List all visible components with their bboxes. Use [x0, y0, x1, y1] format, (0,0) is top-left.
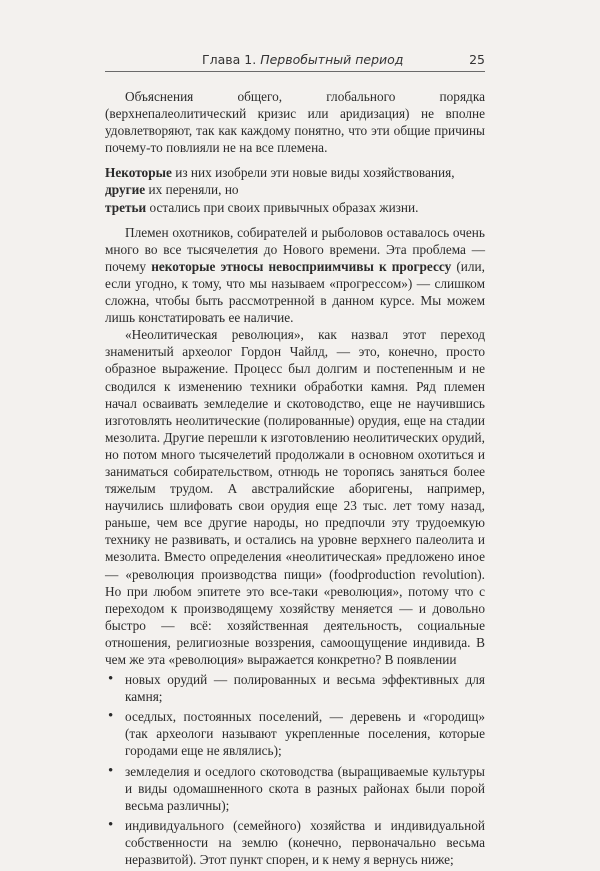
header-rule — [105, 71, 485, 72]
chapter-heading — [202, 52, 403, 67]
bold-some: Некоторые — [105, 165, 172, 181]
list-item: • индивидуального (семейного) хозяйства и индивидуальной собственности на землю (конечно, первоначально весьма неразвитой). Этот пункт спорен, и к нему я вернусь ниже; — [105, 817, 485, 868]
chapter-title: Первобытный период — [260, 52, 404, 67]
list-line-1-text: из них изобрели эти новые виды хозяйствования, — [171, 165, 455, 181]
page-number: 25 — [469, 52, 485, 67]
list-line-1 — [105, 164, 485, 181]
list-item: • оседлых, постоянных поселений, — деревень и «городищ» (так археологи называют укрепленные поселения, которые городами еще не являлись); — [105, 708, 485, 759]
list-line-2 — [105, 181, 485, 198]
list-line-3 — [105, 199, 485, 216]
bold-third: третьи — [105, 199, 147, 215]
bold-others: другие — [105, 182, 146, 198]
bullet-list — [105, 671, 485, 868]
bold-phrase: некоторые этносы невосприимчивы к прогрессу — [151, 258, 452, 274]
list-line-3-text: остались при своих привычных образах жизни. — [146, 199, 419, 215]
chapter-label: Глава 1. — [202, 52, 257, 67]
paragraph-2-text-a: Племен охотников, собирателей и рыболовов оставалось очень много во все тысячелетия до Нового времени. Эта проблема — почему — [105, 224, 485, 274]
list-line-2-text: их переняли, но — [145, 182, 239, 198]
body-text — [105, 88, 485, 871]
list-item: • новых орудий — полированных и весьма эффективных для камня; — [105, 671, 485, 705]
paragraph-2-text-b: (или, если угодно, к тому, что мы называем «прогрессом») — слишком сложна, чтобы быть рассмотренной в данном курсе. Мы можем лишь констатировать ее наличие. — [105, 258, 485, 326]
paragraph-3: «Неолитическая революция», как назвал этот переход знаменитый археолог Гордон Чайлд, — это, конечно, просто образное выражение. Процесс был долгим и постепенным и не сводился к изменению техники обработки камня. Ряд племен начал осваивать земледелие и скотоводство, еще не научившись изготовлять неолитические (полированные) орудия, еще на стадии мезолита. Другие перешли к изготовлению неолитических орудий, но потом много тысячелетий продолжали в основном охотиться и заниматься собирательством, отнюдь не торопясь заняться более тяжелым трудом. А австралийские аборигены, например, научились шлифовать свои орудия еще 23 тыс. лет тому назад, раньше, чем все другие народы, но предпочли эту трудоемкую технику не развивать, и остались на уровне верхнего палеолита и мезолита. Вместо определения «неолитическая» предложено иное — «революция производства пищи» (foodproduction revolution). Но при любом эпитете это все-таки «революция», потому что с переходом к производящему хозяйству меняется — и довольно быстро — всё: хозяйственная деятельность, социальные отношения, религиозные воззрения, самоощущение индивида. В чем же эта «революция» выражается конкретно? В появлении — [105, 327, 485, 667]
paragraph-1: Объяснения общего, глобального порядка (верхнепалеолитический кризис или аридизация) не вполне удовлетворяют, так как каждому понятно, что эти общие причины почему-то повлияли не на все племена. — [105, 89, 485, 156]
list-item: • земледелия и оседлого скотоводства (выращиваемые культуры и виды одомашненного скота в разных районах были порой весьма различны); — [105, 763, 485, 814]
paragraph-2 — [105, 224, 485, 327]
